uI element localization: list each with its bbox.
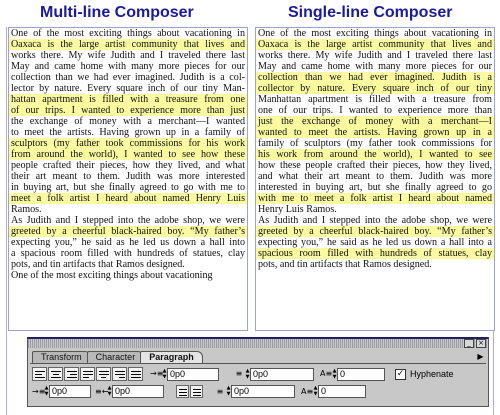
text-line: of our trips. I wanted to experience more than just <box>11 105 245 116</box>
drop-cap-chars-stepper[interactable]: ▲ ▼ <box>313 385 318 397</box>
text-line: a spacious room filled with hundreds of statues, clay <box>11 248 245 259</box>
drop-cap-chars-group <box>301 385 366 398</box>
space-after-field[interactable]: 0p0 <box>231 385 295 398</box>
space-after-group <box>214 385 295 398</box>
text-line: family of sculptors (my father took commissions for <box>258 138 492 149</box>
space-before-stepper[interactable]: ▲ ▼ <box>245 367 250 380</box>
justify-left-button[interactable] <box>80 367 95 381</box>
text-line: spacious room filled with hundreds of statues, clay <box>258 248 492 259</box>
text-line: works there. My wife Judith and I traveled there last <box>11 50 245 61</box>
text-line: in buying art, but she finally agreed to go with me to <box>11 182 245 193</box>
text-line: expecting you,” he said as he led us down a hall into a <box>258 237 492 248</box>
first-line-indent-field[interactable]: 0p0 <box>49 385 91 398</box>
align-to-grid-button[interactable] <box>190 385 203 398</box>
text-line: interested in buying art, but she finally agreed to go <box>258 182 492 193</box>
right-indent-field[interactable]: 0p0 <box>112 385 164 398</box>
single-line-composer-heading: Single-line Composer <box>288 4 453 21</box>
drop-cap-lines-group <box>320 368 385 381</box>
text-line: meet a folk artist I heard about named Henry Luis <box>11 193 245 204</box>
multi-line-composer-heading: Multi-line Composer <box>40 4 194 21</box>
tab-transform[interactable]: Transform <box>32 351 91 363</box>
text-line: Oaxaca is the large artist community that lives and <box>258 39 492 50</box>
drop-cap-lines-icon: A≡ <box>320 369 333 378</box>
left-guide <box>6 27 7 415</box>
left-indent-field[interactable]: 0p0 <box>167 368 219 381</box>
first-line-indent-icon: →≡ <box>32 386 46 396</box>
text-line: his work from around the world), I wanted to see <box>258 149 492 160</box>
drop-cap-chars-icon: A≡ <box>301 386 314 396</box>
align-center-button[interactable] <box>48 367 63 381</box>
text-line: how these people crafted their pieces, how they lived, <box>258 160 492 171</box>
do-not-align-grid-button[interactable] <box>176 385 189 398</box>
indent-row <box>32 385 366 398</box>
text-line: expecting you,” he said as he led us down a hall into <box>11 237 245 248</box>
tab-character[interactable]: Character <box>87 351 145 363</box>
text-line: As Judith and I stepped into the adobe shop, we were <box>258 215 492 226</box>
multi-line-text-column <box>8 27 248 331</box>
hyphenate-group <box>395 369 454 380</box>
right-indent-group <box>95 385 164 398</box>
space-before-group <box>233 368 314 381</box>
text-line: just the exchange of money with a merchant—I <box>258 116 492 127</box>
first-line-indent-group <box>32 385 91 398</box>
space-before-field[interactable]: 0p0 <box>250 368 314 381</box>
text-line: wanted to meet the artists. Having grown up in a <box>258 127 492 138</box>
palette-menu-arrow-icon[interactable]: ▶ <box>477 352 484 361</box>
text-line: pots, and tin artifacts that Ramos designed. <box>258 259 432 270</box>
text-line: the exchange of money with a merchant—I wanted <box>11 116 245 127</box>
text-line: with me to meet a folk artist I heard about named <box>258 193 492 204</box>
align-left-button[interactable] <box>32 367 47 381</box>
hyphenate-checkbox[interactable]: ✓ <box>396 368 405 379</box>
text-line: from around the world), I wanted to see how these <box>11 149 245 160</box>
palette-tabs <box>32 351 199 363</box>
text-line: people crafted their pieces, how they lived, and what <box>11 160 245 171</box>
left-indent-group <box>150 368 219 381</box>
first-line-indent-stepper[interactable]: ▲ ▼ <box>44 385 49 397</box>
text-line: their art meant to them. Judith was more interested <box>11 171 245 182</box>
space-after-stepper[interactable]: ▲ ▼ <box>226 385 231 397</box>
text-line: one of our trips. I wanted to experience more than <box>258 105 492 116</box>
tab-divider <box>30 363 486 364</box>
text-line: May and came home with many more pieces for our <box>258 61 492 72</box>
minimize-icon[interactable]: _ <box>464 339 474 348</box>
text-line: Manhattan apartment is filled with a treasure from <box>258 94 492 105</box>
align-right-button[interactable] <box>64 367 79 381</box>
text-line: Oaxaca is the large artist community that lives and <box>11 39 245 50</box>
text-line: pots, and tin artifacts that Ramos designed. <box>11 259 185 270</box>
justify-center-button[interactable] <box>96 367 111 381</box>
text-line: collector by nature. Every square inch of our tiny <box>258 83 492 94</box>
text-line: greeted by a cheerful black-haired boy. “My father’s <box>258 226 492 237</box>
text-line: and what their art meant to them. Judith was more <box>258 171 492 182</box>
left-indent-icon: →≡ <box>150 369 164 378</box>
text-line: works there. My wife Judith and I traveled there last <box>258 50 492 61</box>
right-indent-stepper[interactable]: ▲ ▼ <box>107 385 112 397</box>
space-after-icon: ≡ <box>216 386 224 396</box>
text-line: One of the most exciting things about vacationing in <box>258 28 492 39</box>
justify-right-button[interactable] <box>112 367 127 381</box>
text-line: lector by nature. Every square inch of our tiny Man- <box>11 83 245 94</box>
text-line: collection than we had ever imagined. Judith is a <box>258 72 492 83</box>
hyphenate-label: Hyphenate <box>410 369 454 379</box>
paragraph-palette <box>27 337 489 407</box>
drop-cap-lines-field[interactable]: 0 <box>337 368 385 381</box>
text-line: One of the most exciting things about vacationing <box>11 270 213 281</box>
single-line-text-column <box>255 27 495 331</box>
text-line: to meet the artists. Having grown up in a family of <box>11 127 245 138</box>
text-line: Henry Luis Ramos. <box>258 204 337 215</box>
left-indent-stepper[interactable]: ▲ ▼ <box>162 367 167 380</box>
space-before-icon: ≡ <box>235 369 243 378</box>
text-line: collection than we had ever imagined. Judith is a col- <box>11 72 245 83</box>
right-indent-icon: ≡← <box>95 386 109 396</box>
justify-all-button[interactable] <box>128 367 143 381</box>
text-line: hattan apartment is filled with a treasure from one <box>11 94 245 105</box>
text-line: Ramos. <box>11 204 42 215</box>
alignment-row <box>32 367 454 381</box>
close-icon[interactable]: × <box>476 339 486 348</box>
tab-paragraph[interactable]: Paragraph <box>140 351 203 363</box>
text-line: greeted by a cheerful black-haired boy. “My father’s <box>11 226 245 237</box>
palette-titlebar[interactable] <box>28 339 488 348</box>
text-line: As Judith and I stepped into the adobe shop, we were <box>11 215 245 226</box>
text-line: sculptors (my father took commissions for his work <box>11 138 245 149</box>
text-line: One of the most exciting things about vacationing in <box>11 28 245 39</box>
text-line: May and came home with many more pieces for our <box>11 61 245 72</box>
drop-cap-chars-field[interactable]: 0 <box>318 385 366 398</box>
drop-cap-lines-stepper[interactable]: ▲ ▼ <box>332 367 337 380</box>
